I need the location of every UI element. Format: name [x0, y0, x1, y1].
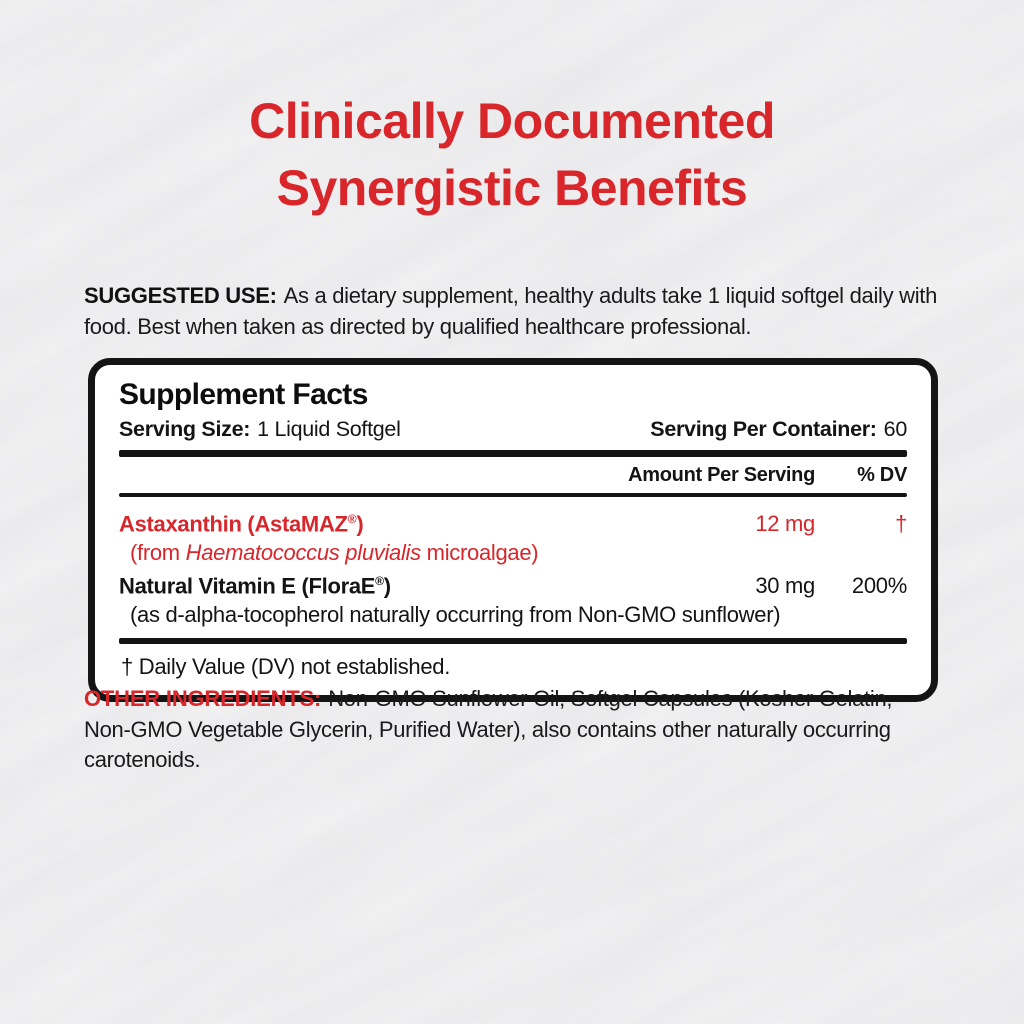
- page-title: [0, 88, 1024, 222]
- ingredient-astaxanthin: [119, 505, 907, 567]
- ingredient-name-close: ): [356, 510, 364, 536]
- serving-row: [119, 415, 907, 443]
- suggested-use-text: As a dietary supplement, healthy adults take 1 liquid softgel daily with food. Best when taken as directed by qualified healthcare professional.: [84, 283, 938, 339]
- servings-per-container-value: 60: [883, 417, 907, 441]
- ingredient-row: [119, 567, 907, 600]
- other-ingredients-text: Non-GMO Sunflower Oil, Softgel Capsules (Kosher Gelatin, Non-GMO Vegetable Glycerin, Purified Water), also contains other naturally occurring carotenoids.: [84, 686, 893, 772]
- servings-per-container-label: Serving Per Container:: [650, 417, 877, 441]
- title-line-2: Synergistic Benefits: [276, 160, 748, 216]
- ingredient-vitamin-e: [119, 567, 907, 629]
- ingredient-dv: 200%: [851, 573, 907, 599]
- suggested-use-label: SUGGESTED USE:: [84, 283, 277, 308]
- ingredient-amount: 12 mg: [755, 510, 815, 536]
- dv-footnote: † Daily Value (DV) not established.: [121, 654, 451, 680]
- ingredient-name-close: ): [383, 573, 391, 599]
- ingredient-dv: †: [895, 510, 907, 536]
- percent-dv-header: % DV: [857, 464, 907, 486]
- divider-medium: [119, 493, 907, 497]
- ingredient-row: [119, 505, 907, 538]
- ingredient-source-note: (as d-alpha-tocopherol naturally occurring from Non-GMO sunflower): [130, 602, 781, 628]
- ingredient-name: [119, 505, 623, 538]
- serving-size-value: 1 Liquid Softgel: [257, 417, 401, 441]
- serving-size-label: Serving Size:: [119, 417, 251, 441]
- ingredient-source-note: [119, 538, 907, 567]
- serving-size: [119, 415, 401, 443]
- ingredient-name: [119, 567, 623, 600]
- registered-mark: ®: [375, 573, 384, 588]
- source-note-suffix: microalgae): [420, 539, 539, 565]
- suggested-use: [84, 281, 944, 342]
- divider-thick-top: [119, 450, 907, 457]
- title-line-1: Clinically Documented: [249, 93, 775, 149]
- source-note-prefix: (from: [130, 539, 186, 565]
- other-ingredients-label: OTHER INGREDIENTS:: [84, 686, 322, 711]
- facts-title: Supplement Facts: [119, 378, 368, 411]
- source-note-latin-name: Haematococcus pluvialis: [185, 539, 421, 565]
- facts-column-headers: [119, 457, 907, 493]
- ingredient-name-text: Astaxanthin (AstaMAZ: [119, 510, 348, 536]
- other-ingredients: [84, 684, 944, 776]
- ingredient-name-text: Natural Vitamin E (FloraE: [119, 573, 376, 599]
- registered-mark: ®: [347, 511, 357, 526]
- servings-per-container: [650, 415, 907, 443]
- supplement-facts-panel: [88, 358, 938, 702]
- ingredient-amount: 30 mg: [755, 573, 815, 599]
- amount-per-serving-header: Amount Per Serving: [628, 464, 815, 486]
